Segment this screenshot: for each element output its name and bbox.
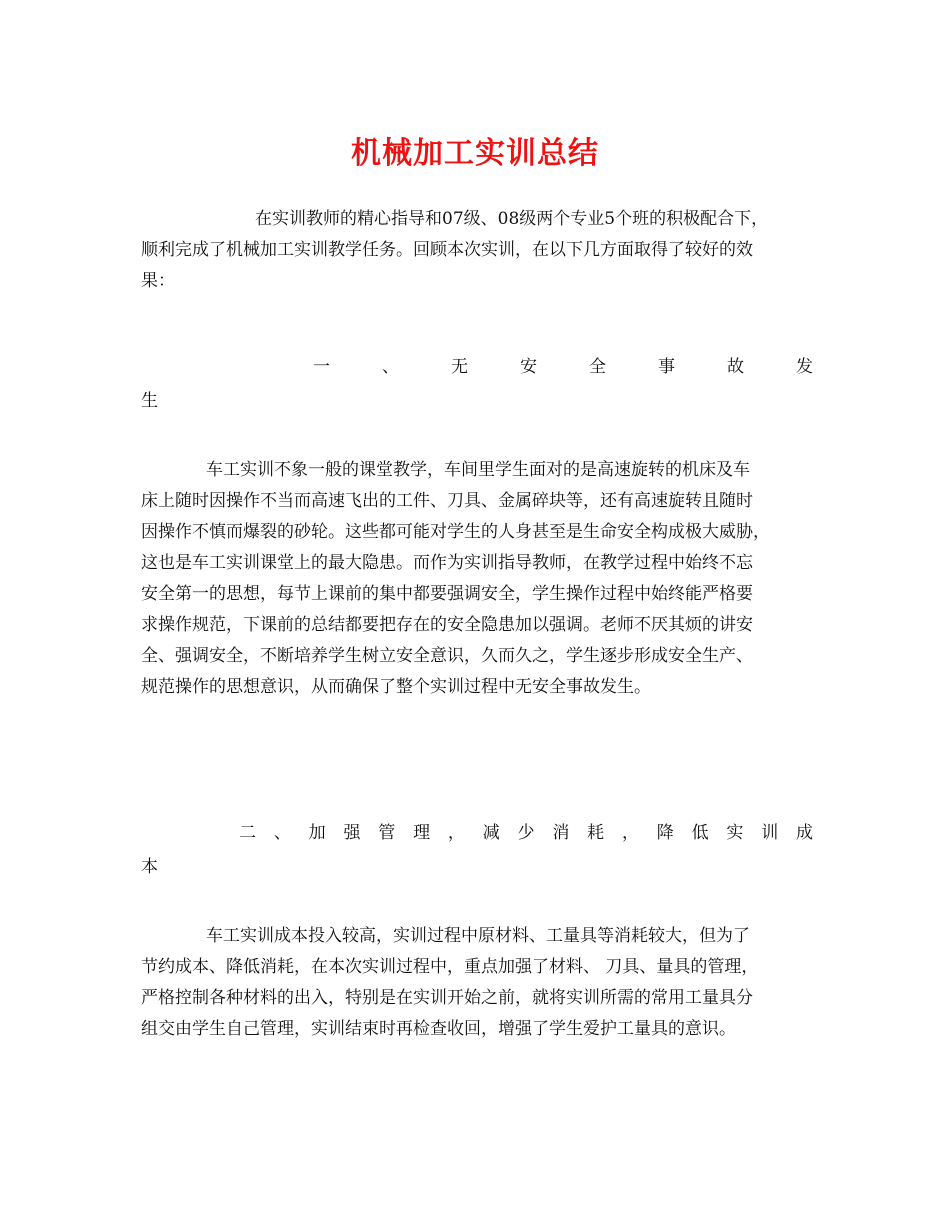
section1-line-6: 求操作规范，下课前的总结都要把存在的安全隐患加以强调。老师不厌其烦的讲安 — [141, 615, 753, 635]
heading-char: ， — [447, 823, 465, 843]
heading-char: 低 — [691, 823, 709, 843]
section1-line-7: 全、强调安全，不断培养学生树立安全意识，久而久之，学生逐步形成安全生产、 — [141, 646, 753, 666]
heading-char: 加 — [308, 823, 326, 843]
section2-line-2: 节约成本、降低消耗，在本次实训过程中，重点加强了材料、 刀具、量具的管理， — [141, 957, 759, 977]
section1-line-5: 安全第一的思想，每节上课前的集中都要强调安全，学生操作过程中始终能严格要 — [141, 584, 753, 604]
heading-char: 故 — [727, 357, 744, 377]
intro-line-2: 顺利完成了机械加工实训教学任务。回顾本次实训，在以下几方面取得了较好的效 — [141, 240, 753, 260]
heading-char: 安 — [520, 357, 537, 377]
section1-line-8: 规范操作的思想意识，从而确保了整个实训过程中无安全事故发生。 — [141, 677, 651, 697]
section1-line-1: 车工实训不象一般的课堂教学，车间里学生面对的是高速旋转的机床及车 — [206, 460, 750, 480]
section2-line-4: 组交由学生自己管理，实训结束时再检查收回，增强了学生爱护工量具的意识。 — [141, 1019, 736, 1039]
section1-paragraph — [141, 455, 811, 703]
heading-char: 训 — [761, 823, 779, 843]
heading-char: 强 — [343, 823, 361, 843]
heading-char: 少 — [517, 823, 535, 843]
heading-char: 实 — [726, 823, 744, 843]
intro-paragraph — [141, 204, 811, 297]
heading-char: 耗 — [587, 823, 605, 843]
heading-char: 事 — [658, 357, 675, 377]
heading-char: 二 — [239, 823, 256, 843]
heading-char: 理 — [413, 823, 431, 843]
document-title: 机械加工实训总结 — [351, 136, 599, 171]
heading-char: 管 — [378, 823, 396, 843]
section1-line-4: 这也是车工实训课堂上的最大隐患。而作为实训指导教师，在教学过程中始终不忘 — [141, 553, 753, 573]
section1-line-3: 因操作不慎而爆裂的砂轮。这些都可能对学生的人身甚至是生命安全构成极大威胁， — [141, 522, 770, 542]
heading-char: 发 — [796, 357, 813, 377]
section1-line-2: 床上随时因操作不当而高速飞出的工件、刀具、金属碎块等，还有高速旋转且随时 — [141, 491, 753, 511]
heading-char: 减 — [482, 823, 500, 843]
heading-char: 无 — [451, 357, 468, 377]
section2-heading — [141, 818, 811, 878]
section1-heading-spread — [313, 352, 813, 377]
heading-char: 、 — [382, 357, 399, 377]
section1-heading — [141, 352, 811, 412]
section2-heading-spread — [239, 818, 813, 843]
heading-char: ， — [621, 823, 639, 843]
heading-char: 一 — [313, 357, 330, 377]
heading-char: 、 — [273, 823, 291, 843]
section2-paragraph — [141, 921, 811, 1045]
heading-char: 降 — [656, 823, 674, 843]
section2-line-3: 严格控制各种材料的出入，特别是在实训开始之前，就将实训所需的常用工量具分 — [141, 988, 753, 1008]
heading-char: 全 — [589, 357, 606, 377]
heading-char: 消 — [552, 823, 570, 843]
section2-heading-tail: 本 — [141, 857, 158, 877]
section1-heading-tail: 生 — [141, 391, 158, 411]
intro-line-1: 在实训教师的精心指导和07级、08级两个专业5个班的积极配合下， — [255, 209, 769, 229]
section2-line-1: 车工实训成本投入较高，实训过程中原材料、工量具等消耗较大，但为了 — [206, 926, 750, 946]
intro-line-3: 果： — [141, 271, 175, 291]
heading-char: 成 — [796, 823, 813, 843]
